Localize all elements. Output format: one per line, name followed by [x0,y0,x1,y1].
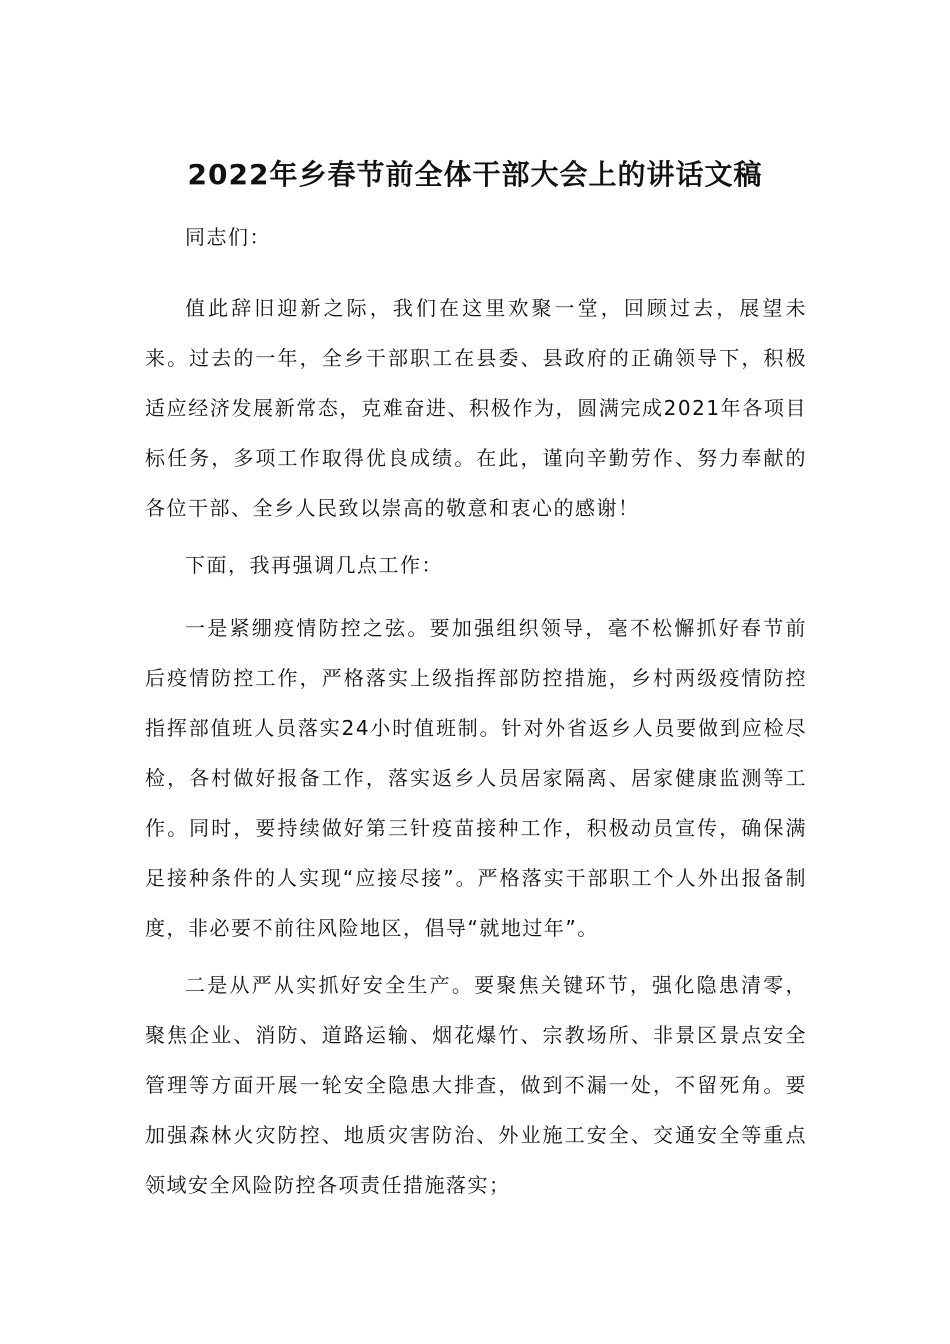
document-title: 2022年乡春节前全体干部大会上的讲话文稿 [187,158,763,191]
paragraph-safety-production: 二是从严从实抓好安全生产。要聚焦关键环节，强化隐患清零，聚焦企业、消防、道路运输、烟花爆竹、宗教场所、非景区景点安全管理等方面开展一轮安全隐患大排查，做到不漏一处，不留死角。要加强森林火灾防控、地质灾害防治、外业施工安全、交通安全等重点领域安全风险防控各项责任措施落实； [145,973,807,1197]
greeting-line: 同志们： [185,225,271,249]
paragraph-transition: 下面，我再强调几点工作： [185,553,443,577]
paragraph-epidemic-control: 一是紧绷疫情防控之弦。要加强组织领导，毫不松懈抓好春节前后疫情防控工作，严格落实上级指挥部防控措施，乡村两级疫情防控指挥部值班人员落实24小时值班制。针对外省返乡人员要做到应检尽检，各村做好报备工作，落实返乡人员居家隔离、居家健康监测等工作。同时，要持续做好第三针疫苗接种工作，积极动员宣传，确保满足接种条件的人实现“应接尽接”。严格落实干部职工个人外出报备制度，非必要不前往风险地区，倡导“就地过年”。 [145,616,807,940]
paragraph-opening: 值此辞旧迎新之际，我们在这里欢聚一堂，回顾过去，展望未来。过去的一年，全乡干部职工在县委、县政府的正确领导下，积极适应经济发展新常态，克难奋进、积极作为，圆满完成2021年各项目标任务，多项工作取得优良成绩。在此，谨向辛勤劳作、努力奉献的各位干部、全乡人民致以崇高的敬意和衷心的感谢！ [145,296,807,520]
